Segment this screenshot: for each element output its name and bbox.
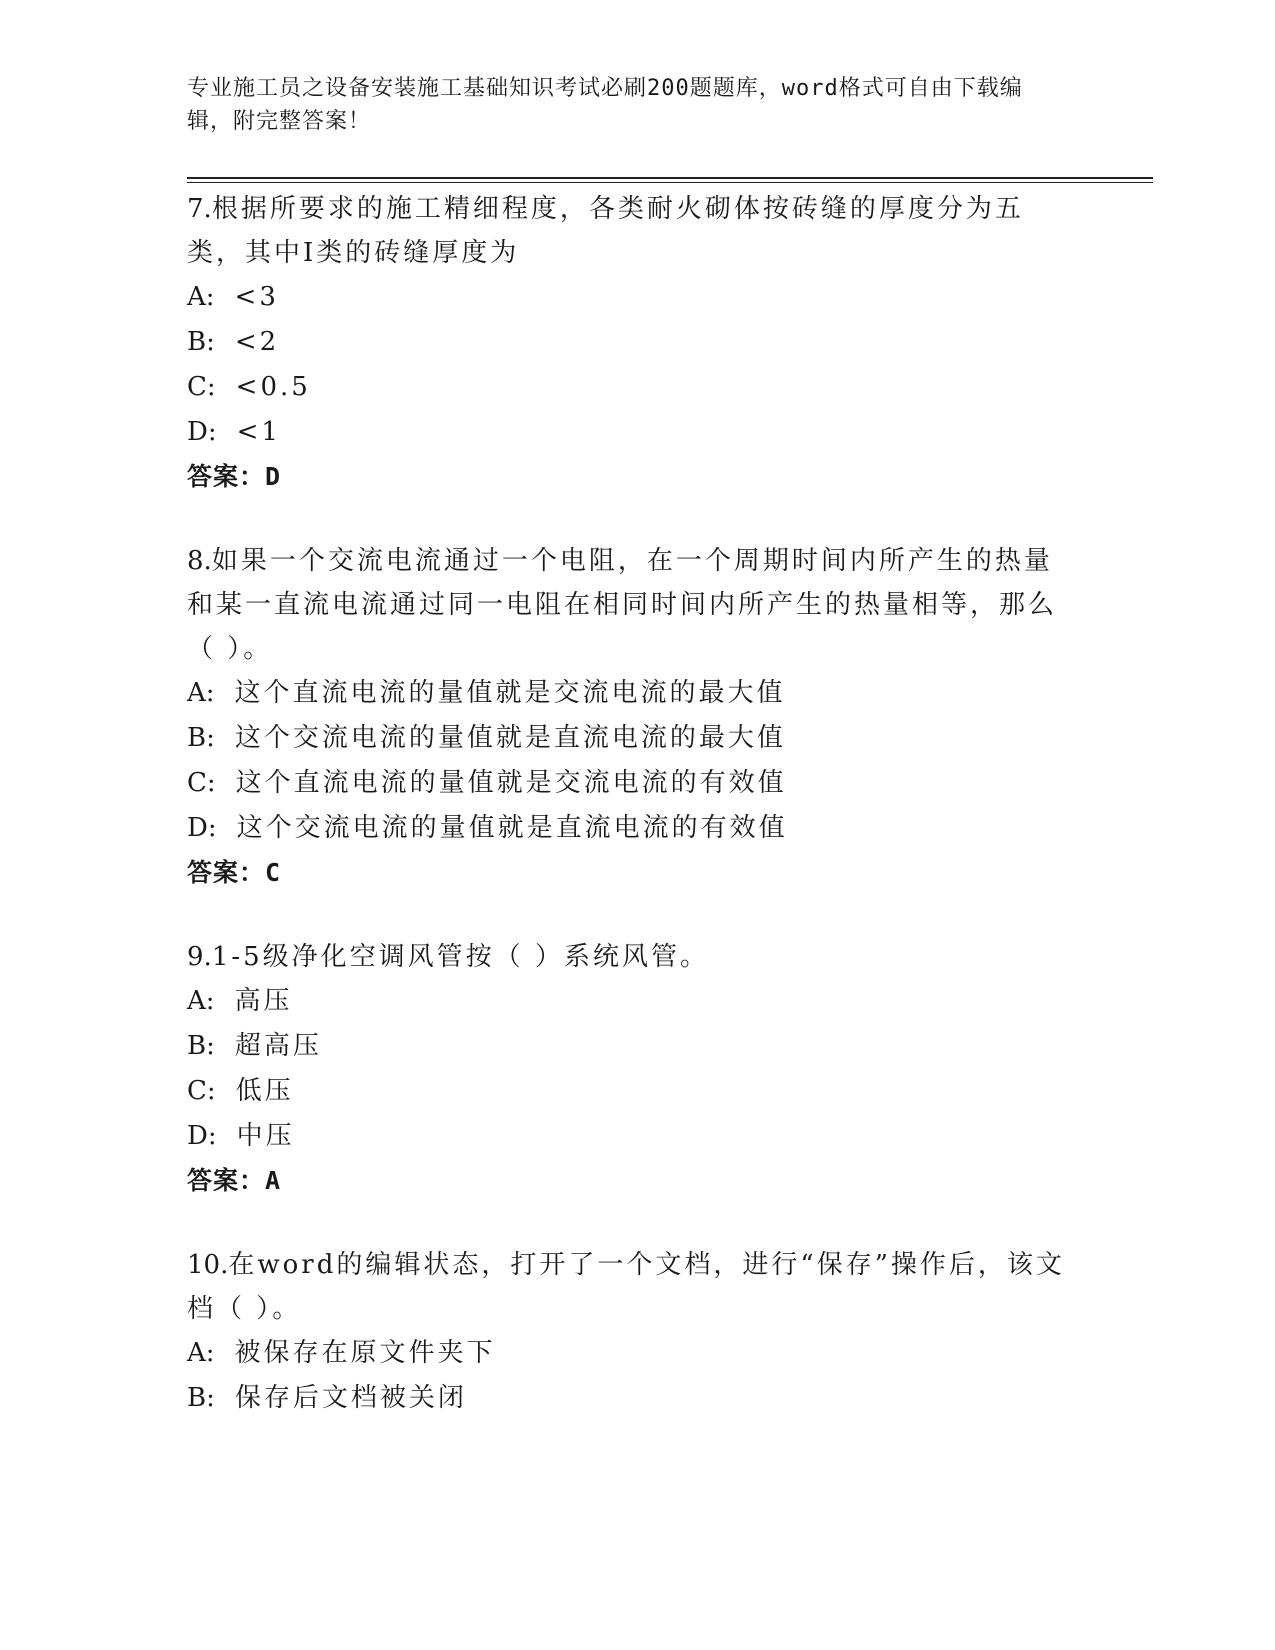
- question-stem: [187, 187, 1067, 275]
- option-letter: C:: [187, 768, 216, 798]
- answer-option: [187, 806, 1067, 851]
- question-10: [187, 1243, 1067, 1421]
- option-text: <2: [234, 327, 280, 357]
- answer-option: [187, 671, 1067, 716]
- option-letter: A:: [187, 678, 215, 708]
- option-text: 低压: [235, 1076, 294, 1106]
- answer-option: [187, 1376, 1067, 1421]
- option-letter: D:: [187, 1121, 217, 1151]
- option-letter: B:: [187, 1031, 215, 1061]
- answer-option: [187, 1024, 1067, 1069]
- option-letter: D:: [187, 813, 217, 843]
- option-letter: C:: [187, 372, 216, 402]
- question-number: 7.: [187, 194, 212, 224]
- question-stem: [187, 935, 1067, 979]
- question-number: 9.: [187, 942, 212, 972]
- answer-key: 答案：C: [187, 858, 282, 887]
- option-letter: B:: [187, 1383, 215, 1413]
- option-text: 这个交流电流的量值就是直流电流的有效值: [236, 813, 788, 843]
- option-text: 这个直流电流的量值就是交流电流的最大值: [234, 678, 786, 708]
- answer-key: 答案：D: [187, 462, 282, 491]
- answer-option: [187, 1069, 1067, 1114]
- option-text: 这个交流电流的量值就是直流电流的最大值: [234, 723, 786, 753]
- answer-option: [187, 716, 1067, 761]
- answer-option: [187, 275, 1067, 320]
- answer-option: [187, 1114, 1067, 1159]
- option-text: <1: [236, 417, 281, 447]
- question-8: [187, 539, 1067, 895]
- option-text: 中压: [236, 1121, 295, 1151]
- question-number: 10.: [187, 1250, 229, 1280]
- question-number: 8.: [187, 546, 212, 576]
- option-letter: B:: [187, 327, 215, 357]
- option-text: 高压: [234, 986, 293, 1016]
- answer-option: [187, 1331, 1067, 1376]
- header-divider-thick: [187, 177, 1153, 179]
- question-text: 1-5级净化空调风管按（ ）系统风管。: [211, 942, 709, 972]
- document-header: 专业施工员之设备安装施工基础知识考试必刷200题题库，word格式可自由下载编辑，附完整答案！: [187, 76, 1023, 134]
- question-text: 根据所要求的施工精细程度，各类耐火砌体按砖缝的厚度分为五类，其中Ⅰ类的砖缝厚度为: [187, 194, 1024, 268]
- answer-key: 答案：A: [187, 1166, 282, 1195]
- option-letter: B:: [187, 723, 215, 753]
- option-letter: C:: [187, 1076, 216, 1106]
- option-text: <0.5: [235, 372, 311, 402]
- answer-option: [187, 320, 1067, 365]
- option-letter: A:: [187, 1338, 215, 1368]
- answer-option: [187, 979, 1067, 1024]
- option-letter: A:: [187, 986, 215, 1016]
- header-divider-thin: [187, 182, 1153, 183]
- answer-option: [187, 410, 1067, 455]
- option-letter: D:: [187, 417, 217, 447]
- option-text: 保存后文档被关闭: [234, 1383, 467, 1413]
- question-9: [187, 935, 1067, 1203]
- option-text: 这个直流电流的量值就是交流电流的有效值: [235, 768, 787, 798]
- question-text: 如果一个交流电流通过一个电阻，在一个周期时间内所产生的热量和某一直流电流通过同一电阻在相同时间内所产生的热量相等，那么（ ）。: [187, 546, 1058, 664]
- question-list: [187, 187, 1067, 1461]
- question-stem: [187, 539, 1067, 671]
- answer-option: [187, 365, 1067, 410]
- question-text: 在word的编辑状态，打开了一个文档，进行“保存”操作后，该文档（ ）。: [187, 1250, 1065, 1324]
- question-7: [187, 187, 1067, 499]
- question-stem: [187, 1243, 1067, 1331]
- option-text: 被保存在原文件夹下: [234, 1338, 496, 1368]
- option-text: <3: [234, 282, 279, 312]
- answer-option: [187, 761, 1067, 806]
- option-letter: A:: [187, 282, 215, 312]
- option-text: 超高压: [234, 1031, 322, 1061]
